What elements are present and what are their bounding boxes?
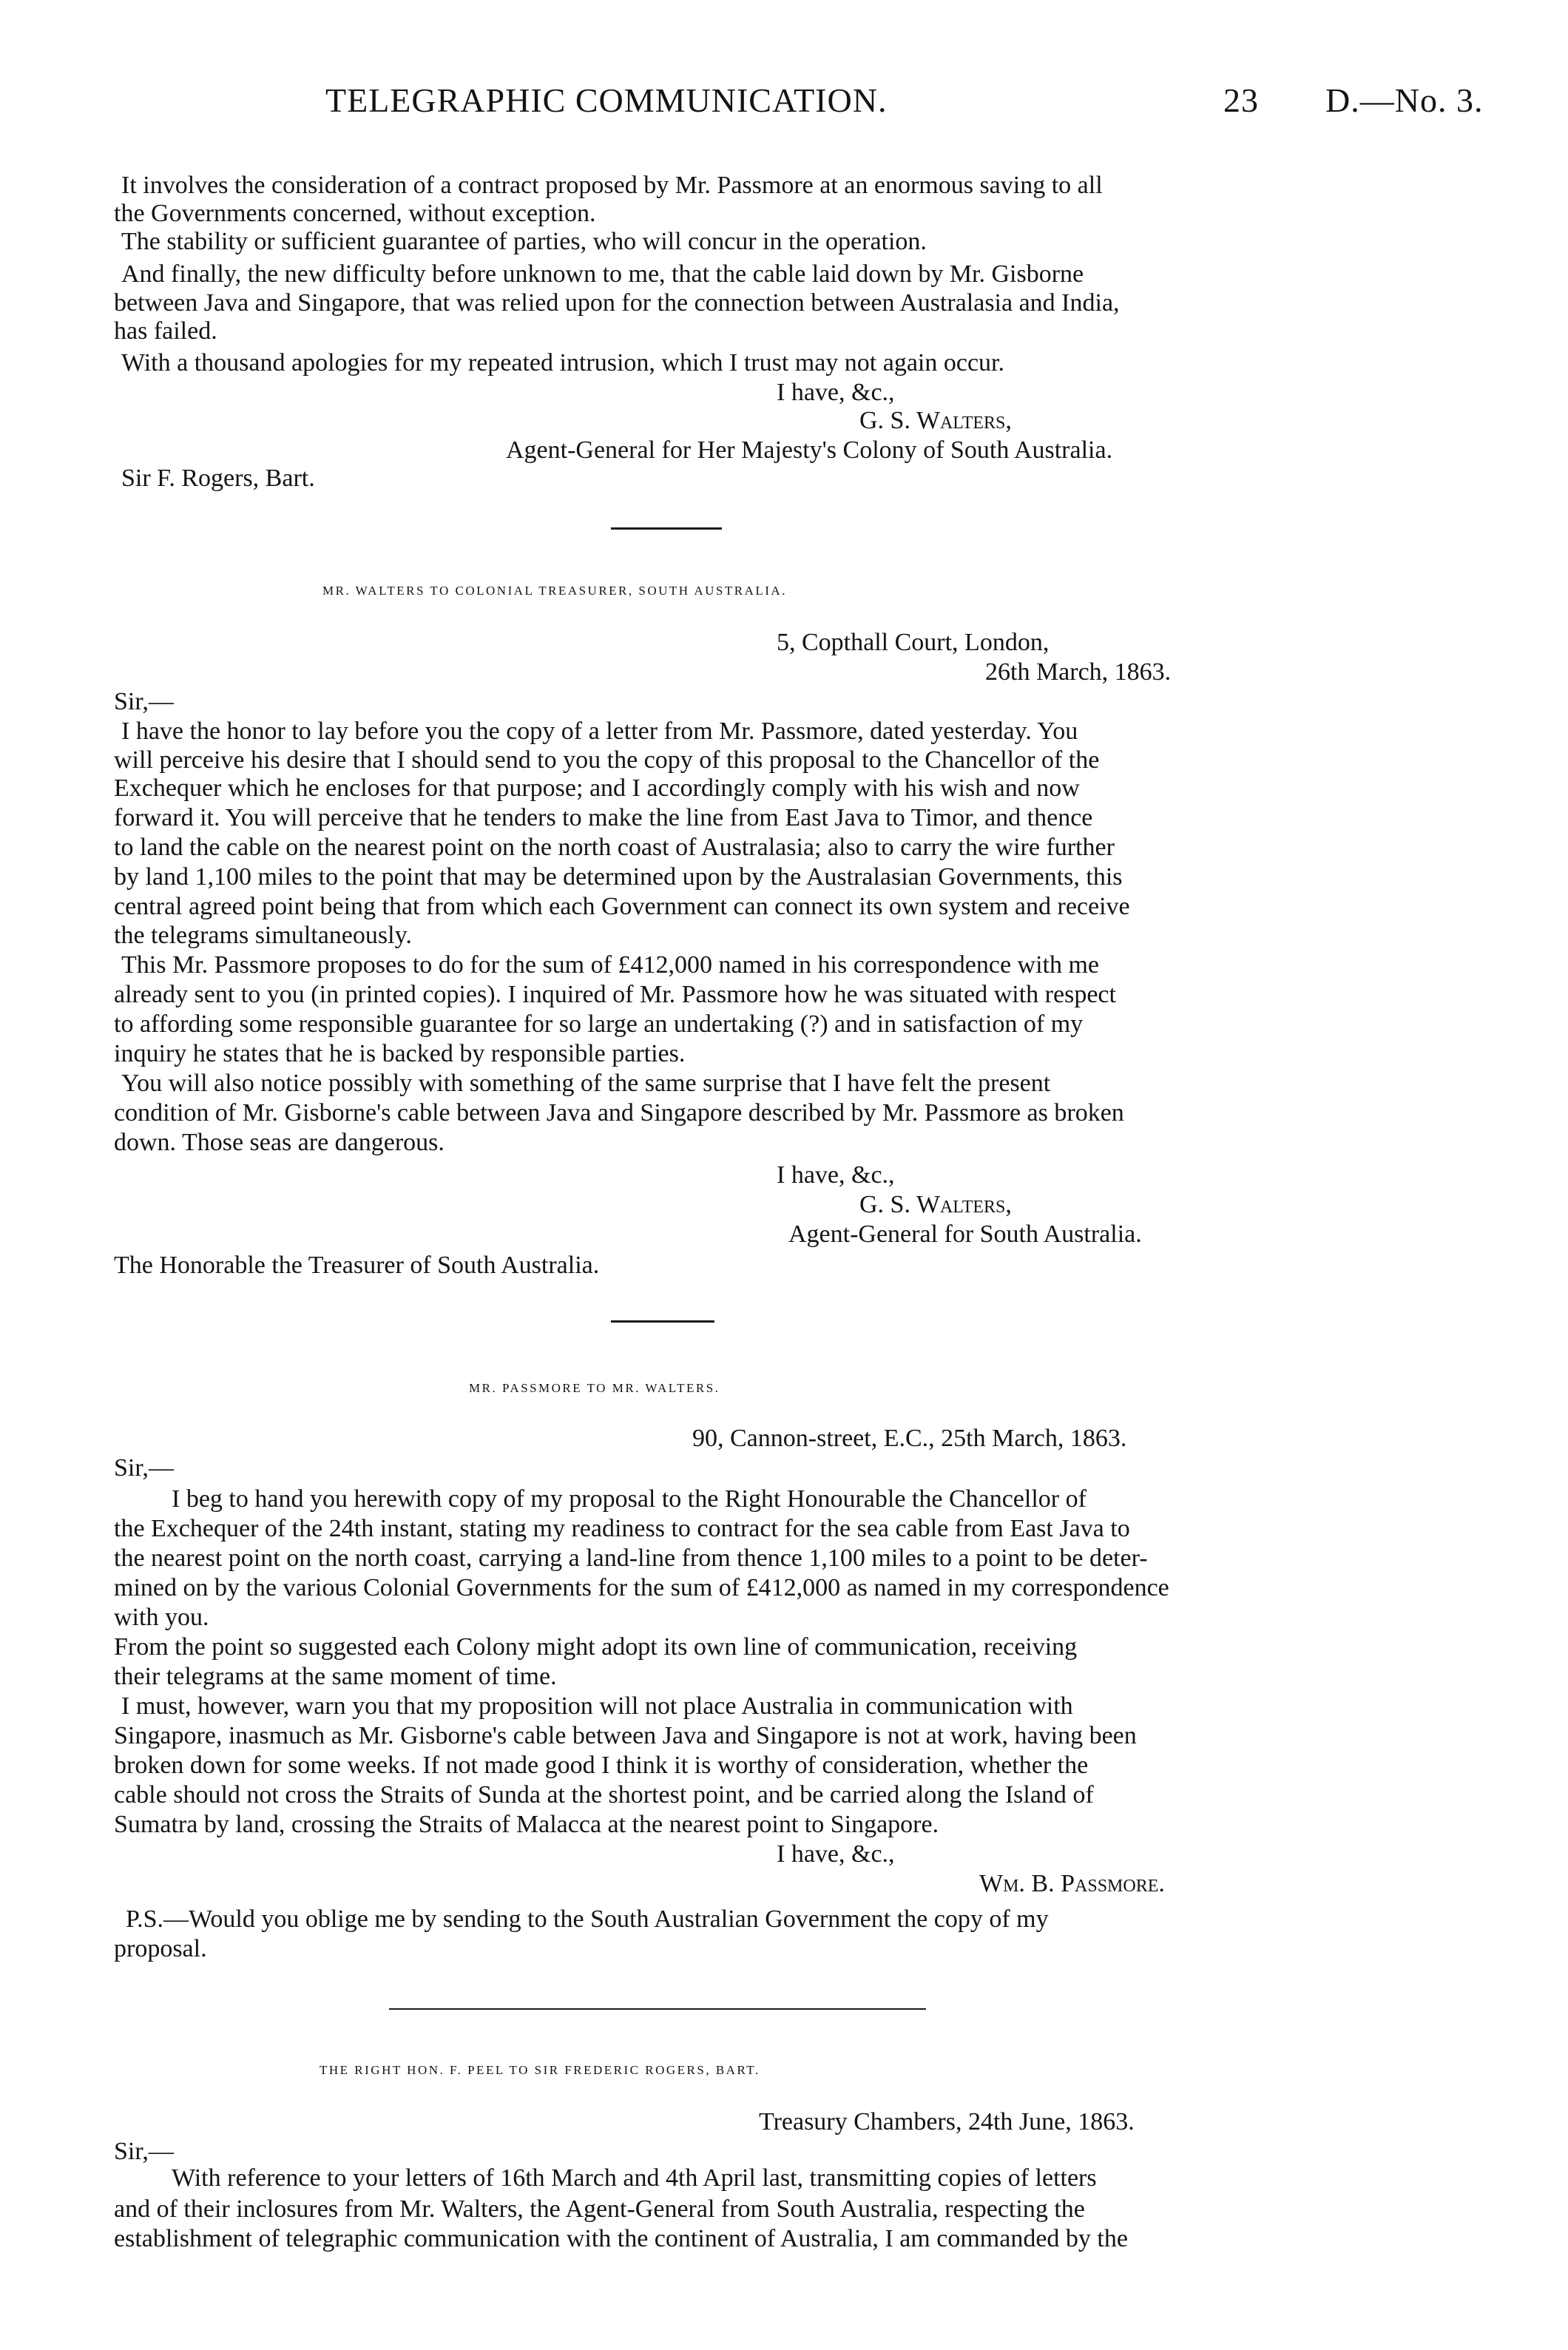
- text-line: and of their inclosures from Mr. Walters, the Agent-General from South Australia, respecting the: [114, 2195, 1085, 2223]
- letter-heading: THE RIGHT HON. F. PEEL TO SIR FREDERIC ROGERS, BART.: [320, 2063, 760, 2077]
- closing-salutation: I have, &c.,: [777, 1161, 895, 1189]
- signature-name: G. S. Walters,: [859, 1191, 1012, 1218]
- text-line: I have the honor to lay before you the copy of a letter from Mr. Passmore, dated yesterday. You: [121, 718, 1078, 745]
- running-title: TELEGRAPHIC COMMUNICATION.: [325, 81, 888, 119]
- text-line: Sumatra by land, crossing the Straits of Malacca at the nearest point to Singapore.: [114, 1811, 939, 1838]
- addressee: The Honorable the Treasurer of South Australia.: [114, 1252, 600, 1279]
- text-line: You will also notice possibly with something of the same surprise that I have felt the present: [121, 1070, 1051, 1097]
- letter-date: 26th March, 1863.: [985, 658, 1172, 686]
- letter-address: Treasury Chambers, 24th June, 1863.: [759, 2108, 1135, 2135]
- text-line: the Exchequer of the 24th instant, stating my readiness to contract for the sea cable from East Java to: [114, 1515, 1130, 1542]
- text-line: to land the cable on the nearest point on the north coast of Australasia; also to carry the wire further: [114, 834, 1115, 861]
- text-line: I must, however, warn you that my proposition will not place Australia in communication with: [121, 1692, 1073, 1720]
- text-line: by land 1,100 miles to the point that may be determined upon by the Australasian Governments, this: [114, 863, 1123, 891]
- text-line: to affording some responsible guarantee for so large an undertaking (?) and in satisfaction of my: [114, 1010, 1084, 1038]
- signature-title: Agent-General for South Australia.: [788, 1220, 1142, 1248]
- section-divider: [389, 2008, 926, 2010]
- text-line: With a thousand apologies for my repeated intrusion, which I trust may not again occur.: [121, 349, 1005, 377]
- text-line: has failed.: [114, 317, 217, 345]
- closing-salutation: I have, &c.,: [777, 379, 895, 406]
- text-line: will perceive his desire that I should send to you the copy of this proposal to the Chancellor of the: [114, 746, 1100, 774]
- signature-name: G. S. Walters,: [859, 407, 1012, 434]
- text-line: establishment of telegraphic communication with the continent of Australia, I am commanded by the: [114, 2225, 1128, 2252]
- text-line: I beg to hand you herewith copy of my proposal to the Right Honourable the Chancellor of: [172, 1485, 1087, 1513]
- text-line: The stability or sufficient guarantee of parties, who will concur in the operation.: [121, 228, 927, 255]
- signature-title: Agent-General for Her Majesty's Colony of South Australia.: [506, 436, 1113, 464]
- text-line: proposal.: [114, 1935, 207, 1962]
- text-line: P.S.—Would you oblige me by sending to the South Australian Government the copy of my: [126, 1905, 1049, 1933]
- text-line: down. Those seas are dangerous.: [114, 1129, 445, 1156]
- text-line: the telegrams simultaneously.: [114, 922, 412, 949]
- text-line: central agreed point being that from which each Government can connect its own system and receive: [114, 893, 1130, 920]
- text-line: the Governments concerned, without exception.: [114, 200, 596, 227]
- text-line: And finally, the new difficulty before unknown to me, that the cable laid down by Mr. Gisborne: [121, 260, 1084, 288]
- text-line: From the point so suggested each Colony might adopt its own line of communication, receiving: [114, 1633, 1078, 1661]
- text-line: the nearest point on the north coast, carrying a land-line from thence 1,100 miles to a point to be deter-: [114, 1544, 1148, 1572]
- signature-name: Wm. B. Passmore.: [979, 1870, 1165, 1897]
- text-line: broken down for some weeks. If not made good I think it is worthy of consideration, whether the: [114, 1752, 1089, 1779]
- text-line: already sent to you (in printed copies). I inquired of Mr. Passmore how he was situated with respect: [114, 981, 1116, 1008]
- addressee: Sir F. Rogers, Bart.: [121, 465, 315, 492]
- text-line: This Mr. Passmore proposes to do for the sum of £412,000 named in his correspondence with me: [121, 951, 1100, 979]
- page-number: 23: [1223, 81, 1259, 119]
- document-reference: D.—No. 3.: [1325, 81, 1484, 119]
- section-divider: [611, 527, 722, 530]
- letter-heading: MR. PASSMORE TO MR. WALTERS.: [469, 1381, 720, 1395]
- text-line: condition of Mr. Gisborne's cable between Java and Singapore described by Mr. Passmore as broken: [114, 1099, 1124, 1127]
- section-divider: [611, 1320, 714, 1323]
- text-line: forward it. You will perceive that he tenders to make the line from East Java to Timor, and thence: [114, 804, 1093, 831]
- salutation: Sir,—: [114, 2138, 174, 2165]
- text-line: Exchequer which he encloses for that purpose; and I accordingly comply with his wish and now: [114, 774, 1080, 802]
- closing-salutation: I have, &c.,: [777, 1840, 895, 1868]
- text-line: with you.: [114, 1604, 209, 1631]
- letter-address: 5, Copthall Court, London,: [777, 629, 1050, 656]
- text-line: between Java and Singapore, that was relied upon for the connection between Australasia and India,: [114, 289, 1120, 317]
- salutation: Sir,—: [114, 1454, 174, 1482]
- text-line: mined on by the various Colonial Governments for the sum of £412,000 as named in my correspondence: [114, 1574, 1169, 1601]
- salutation: Sir,—: [114, 688, 174, 715]
- text-line: their telegrams at the same moment of time.: [114, 1663, 557, 1690]
- text-line: It involves the consideration of a contract proposed by Mr. Passmore at an enormous saving to all: [121, 172, 1103, 199]
- letter-address: 90, Cannon-street, E.C., 25th March, 1863.: [692, 1425, 1127, 1452]
- text-line: With reference to your letters of 16th March and 4th April last, transmitting copies of letters: [172, 2164, 1097, 2192]
- text-line: inquiry he states that he is backed by responsible parties.: [114, 1040, 686, 1067]
- letter-heading: MR. WALTERS TO COLONIAL TREASURER, SOUTH AUSTRALIA.: [322, 584, 787, 598]
- text-line: Singapore, inasmuch as Mr. Gisborne's cable between Java and Singapore is not at work, having been: [114, 1722, 1137, 1749]
- text-line: cable should not cross the Straits of Sunda at the shortest point, and be carried along the Island of: [114, 1781, 1094, 1809]
